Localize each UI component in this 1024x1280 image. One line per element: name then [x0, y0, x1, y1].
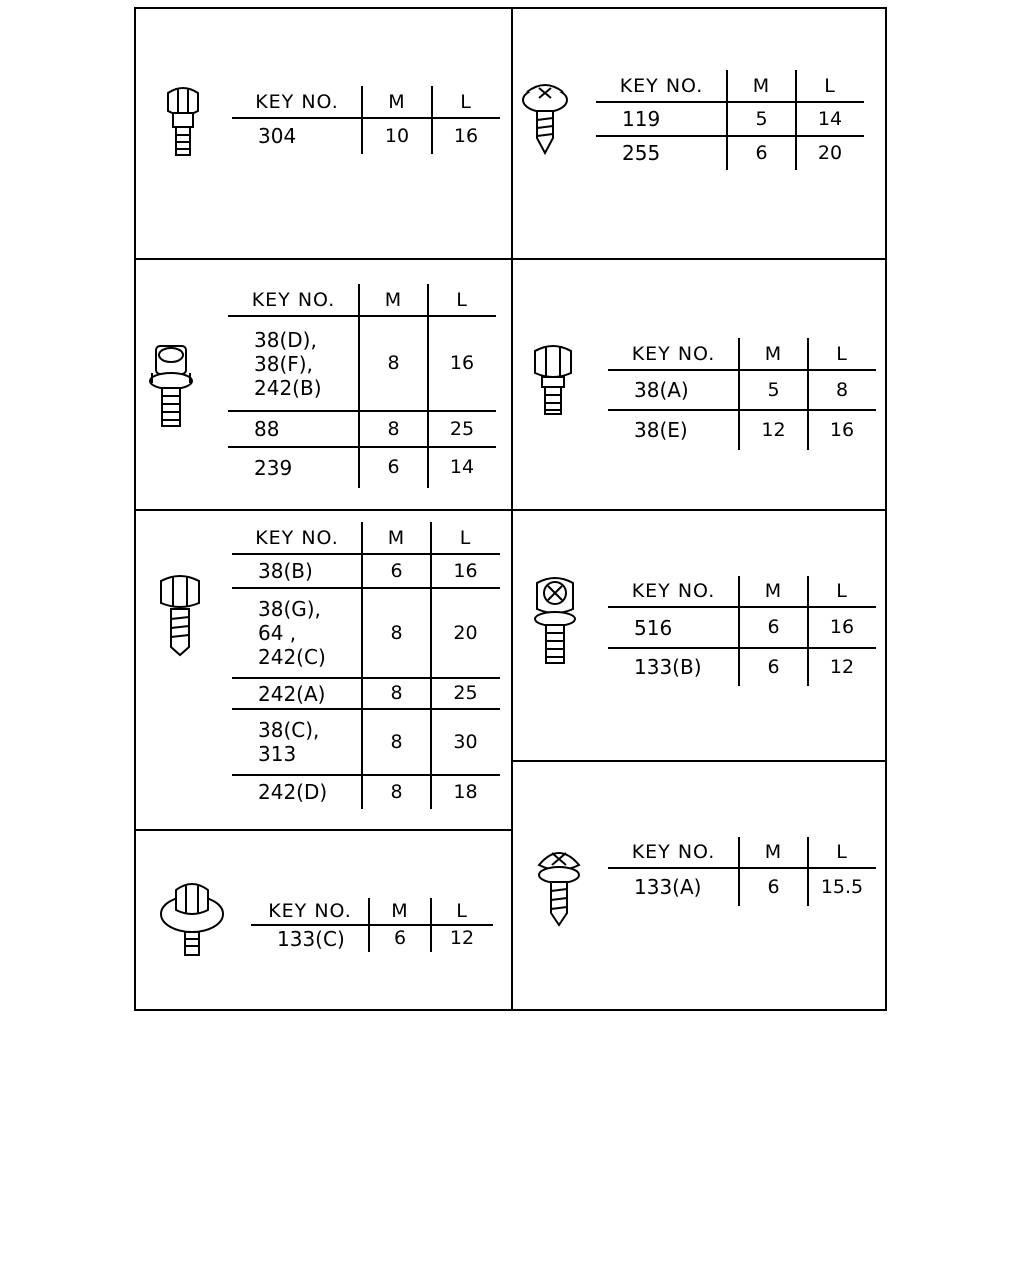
- l-value: 12: [829, 655, 855, 678]
- m-value: 6: [767, 875, 780, 898]
- l-value: 16: [453, 559, 478, 582]
- m-value: 10: [384, 124, 410, 147]
- hex-flange-bolt-icon: [530, 343, 576, 418]
- key-no-value: 38(D),: [254, 327, 317, 352]
- m-header: M: [388, 90, 406, 113]
- key-no-header: KEY NO.: [255, 90, 339, 113]
- column-divider: [361, 522, 363, 809]
- key-no-value: 64 ,: [258, 621, 297, 645]
- column-divider: [738, 837, 740, 906]
- table-row: [232, 554, 500, 588]
- table-row: [596, 102, 864, 136]
- grid-divider: [135, 509, 887, 511]
- m-value: 8: [390, 780, 403, 803]
- key-no-cell: [252, 118, 362, 154]
- key-no-value: 38(F),: [254, 351, 313, 376]
- table-header: [608, 837, 876, 868]
- l-value: 25: [449, 417, 475, 440]
- grid-divider: [135, 829, 511, 831]
- key-no-cell: [628, 410, 739, 450]
- key-no-header: KEY NO.: [631, 841, 716, 864]
- key-no-value: 38(B): [258, 559, 313, 583]
- m-header: M: [752, 74, 771, 97]
- table-header: [232, 86, 500, 118]
- table-row: [608, 607, 876, 648]
- key-no-cell: [271, 925, 369, 952]
- m-value: 6: [387, 456, 400, 479]
- key-no-value: 313: [258, 742, 297, 766]
- l-value: 12: [449, 927, 475, 950]
- l-value: 16: [829, 616, 855, 639]
- key-no-value: 242(A): [258, 681, 326, 706]
- key-no-value: 88: [254, 417, 280, 441]
- key-no-cell: [252, 554, 362, 588]
- key-no-header: KEY NO.: [619, 74, 704, 97]
- l-value: 16: [829, 418, 855, 441]
- l-header: L: [460, 90, 472, 113]
- m-value: 6: [767, 655, 780, 678]
- parts-table: [608, 576, 876, 686]
- m-value: 5: [767, 378, 780, 401]
- key-no-cell: [628, 370, 739, 410]
- column-divider: [726, 70, 728, 170]
- key-no-header: KEY NO.: [268, 900, 352, 923]
- l-value: 16: [449, 352, 475, 375]
- column-divider: [430, 898, 432, 952]
- key-no-cell: [252, 678, 362, 709]
- table-row: [608, 868, 876, 906]
- parts-table: [228, 284, 496, 488]
- m-header: M: [391, 900, 409, 923]
- table-header: [608, 576, 876, 607]
- column-divider: [738, 338, 740, 450]
- key-no-header: KEY NO.: [631, 580, 716, 603]
- key-no-value: 239: [254, 455, 293, 480]
- l-value: 14: [817, 107, 843, 130]
- table-header: [608, 338, 876, 370]
- key-no-cell: [628, 607, 739, 648]
- phillips-pan-head-tapping-screw-icon: [520, 78, 570, 156]
- m-header: M: [387, 526, 406, 549]
- l-header: L: [836, 580, 848, 603]
- table-header: [228, 284, 496, 316]
- key-no-value: 38(C),: [258, 718, 320, 742]
- key-no-value: 516: [634, 615, 673, 640]
- column-divider: [430, 522, 432, 809]
- m-header: M: [764, 841, 783, 864]
- key-no-cell: [628, 868, 739, 906]
- table-row: [232, 118, 500, 154]
- l-value: 16: [453, 124, 479, 147]
- column-divider: [358, 284, 360, 488]
- parts-table: [596, 70, 864, 170]
- l-value: 15.5: [820, 875, 864, 898]
- m-value: 6: [390, 559, 403, 582]
- l-value: 8: [835, 378, 849, 401]
- table-header: [596, 70, 864, 102]
- key-no-value: 133(B): [634, 655, 702, 679]
- table-row: [232, 775, 500, 809]
- key-no-value: 242(C): [258, 645, 326, 669]
- l-value: 18: [453, 780, 478, 803]
- m-value: 8: [390, 730, 403, 753]
- table-row: [232, 678, 500, 709]
- key-no-value: 38(G),: [258, 597, 321, 621]
- key-no-cell: [616, 102, 727, 136]
- table-row: [608, 648, 876, 686]
- key-no-value: 304: [258, 124, 297, 148]
- m-value: 8: [390, 621, 403, 644]
- key-no-cell: [616, 136, 727, 170]
- table-row: [228, 411, 496, 447]
- table-row: [596, 136, 864, 170]
- column-divider: [427, 284, 429, 488]
- key-no-cell: [628, 648, 739, 686]
- l-value: 20: [453, 621, 478, 644]
- table-row: [228, 316, 496, 411]
- l-value: 25: [453, 682, 478, 705]
- parts-table: [608, 338, 876, 450]
- l-value: 20: [817, 141, 843, 164]
- m-value: 12: [761, 418, 786, 441]
- table-row: [232, 709, 500, 775]
- table-row: [608, 410, 876, 450]
- m-value: 8: [387, 417, 400, 440]
- l-header: L: [456, 900, 468, 923]
- cross-head-bolt-icon: [530, 575, 580, 667]
- m-header: M: [764, 580, 783, 603]
- key-no-value: 255: [622, 141, 661, 165]
- column-divider: [807, 338, 809, 450]
- l-header: L: [456, 288, 468, 311]
- l-value: 30: [453, 730, 478, 753]
- m-value: 6: [767, 616, 780, 639]
- grid-divider: [135, 258, 887, 260]
- parts-table: [232, 86, 500, 154]
- column-divider: [368, 898, 370, 952]
- m-value: 8: [390, 682, 403, 705]
- hex-tapping-bolt-icon: [156, 573, 204, 658]
- column-divider: [807, 837, 809, 906]
- key-no-cell: [248, 316, 359, 411]
- grid-divider: [511, 760, 887, 762]
- key-no-value: 242(B): [254, 375, 322, 400]
- key-no-value: 133(C): [277, 926, 345, 951]
- parts-table: [232, 522, 500, 809]
- column-divider: [795, 70, 797, 170]
- m-header: M: [764, 342, 783, 365]
- l-header: L: [459, 526, 472, 549]
- m-header: M: [384, 288, 403, 311]
- table-row: [232, 588, 500, 678]
- key-no-value: 38(E): [634, 418, 688, 442]
- l-header: L: [824, 74, 836, 97]
- key-no-cell: [248, 411, 359, 447]
- key-no-value: 38(A): [634, 378, 689, 402]
- key-no-cell: [252, 588, 362, 678]
- key-no-header: KEY NO.: [255, 526, 339, 549]
- key-no-value: 133(A): [634, 875, 702, 899]
- l-header: L: [836, 342, 848, 365]
- key-no-value: 242(D): [258, 780, 328, 804]
- m-value: 5: [755, 107, 768, 130]
- phillips-tapping-screw-icon: [536, 845, 582, 929]
- m-value: 8: [387, 352, 400, 375]
- key-no-value: 119: [622, 107, 661, 131]
- m-value: 6: [755, 141, 768, 164]
- washer-head-bolt-icon: [158, 880, 226, 958]
- column-divider: [431, 86, 433, 154]
- table-header: [232, 522, 500, 554]
- key-no-header: KEY NO.: [251, 288, 336, 311]
- table-row: [228, 447, 496, 488]
- m-value: 6: [393, 927, 407, 950]
- parts-table: [608, 837, 876, 906]
- key-no-cell: [248, 447, 359, 488]
- key-no-cell: [252, 775, 362, 809]
- column-divider: [807, 576, 809, 686]
- column-divider: [361, 86, 363, 154]
- column-divider: [738, 576, 740, 686]
- key-no-header: KEY NO.: [631, 342, 716, 365]
- table-row: [251, 925, 493, 952]
- table-row: [608, 370, 876, 410]
- table-header: [251, 898, 493, 925]
- l-value: 14: [449, 456, 475, 479]
- parts-table: [251, 898, 493, 952]
- flange-bolt-icon: [147, 343, 197, 433]
- key-no-cell: [252, 709, 362, 775]
- hex-bolt-icon: [160, 85, 206, 160]
- l-header: L: [836, 841, 848, 864]
